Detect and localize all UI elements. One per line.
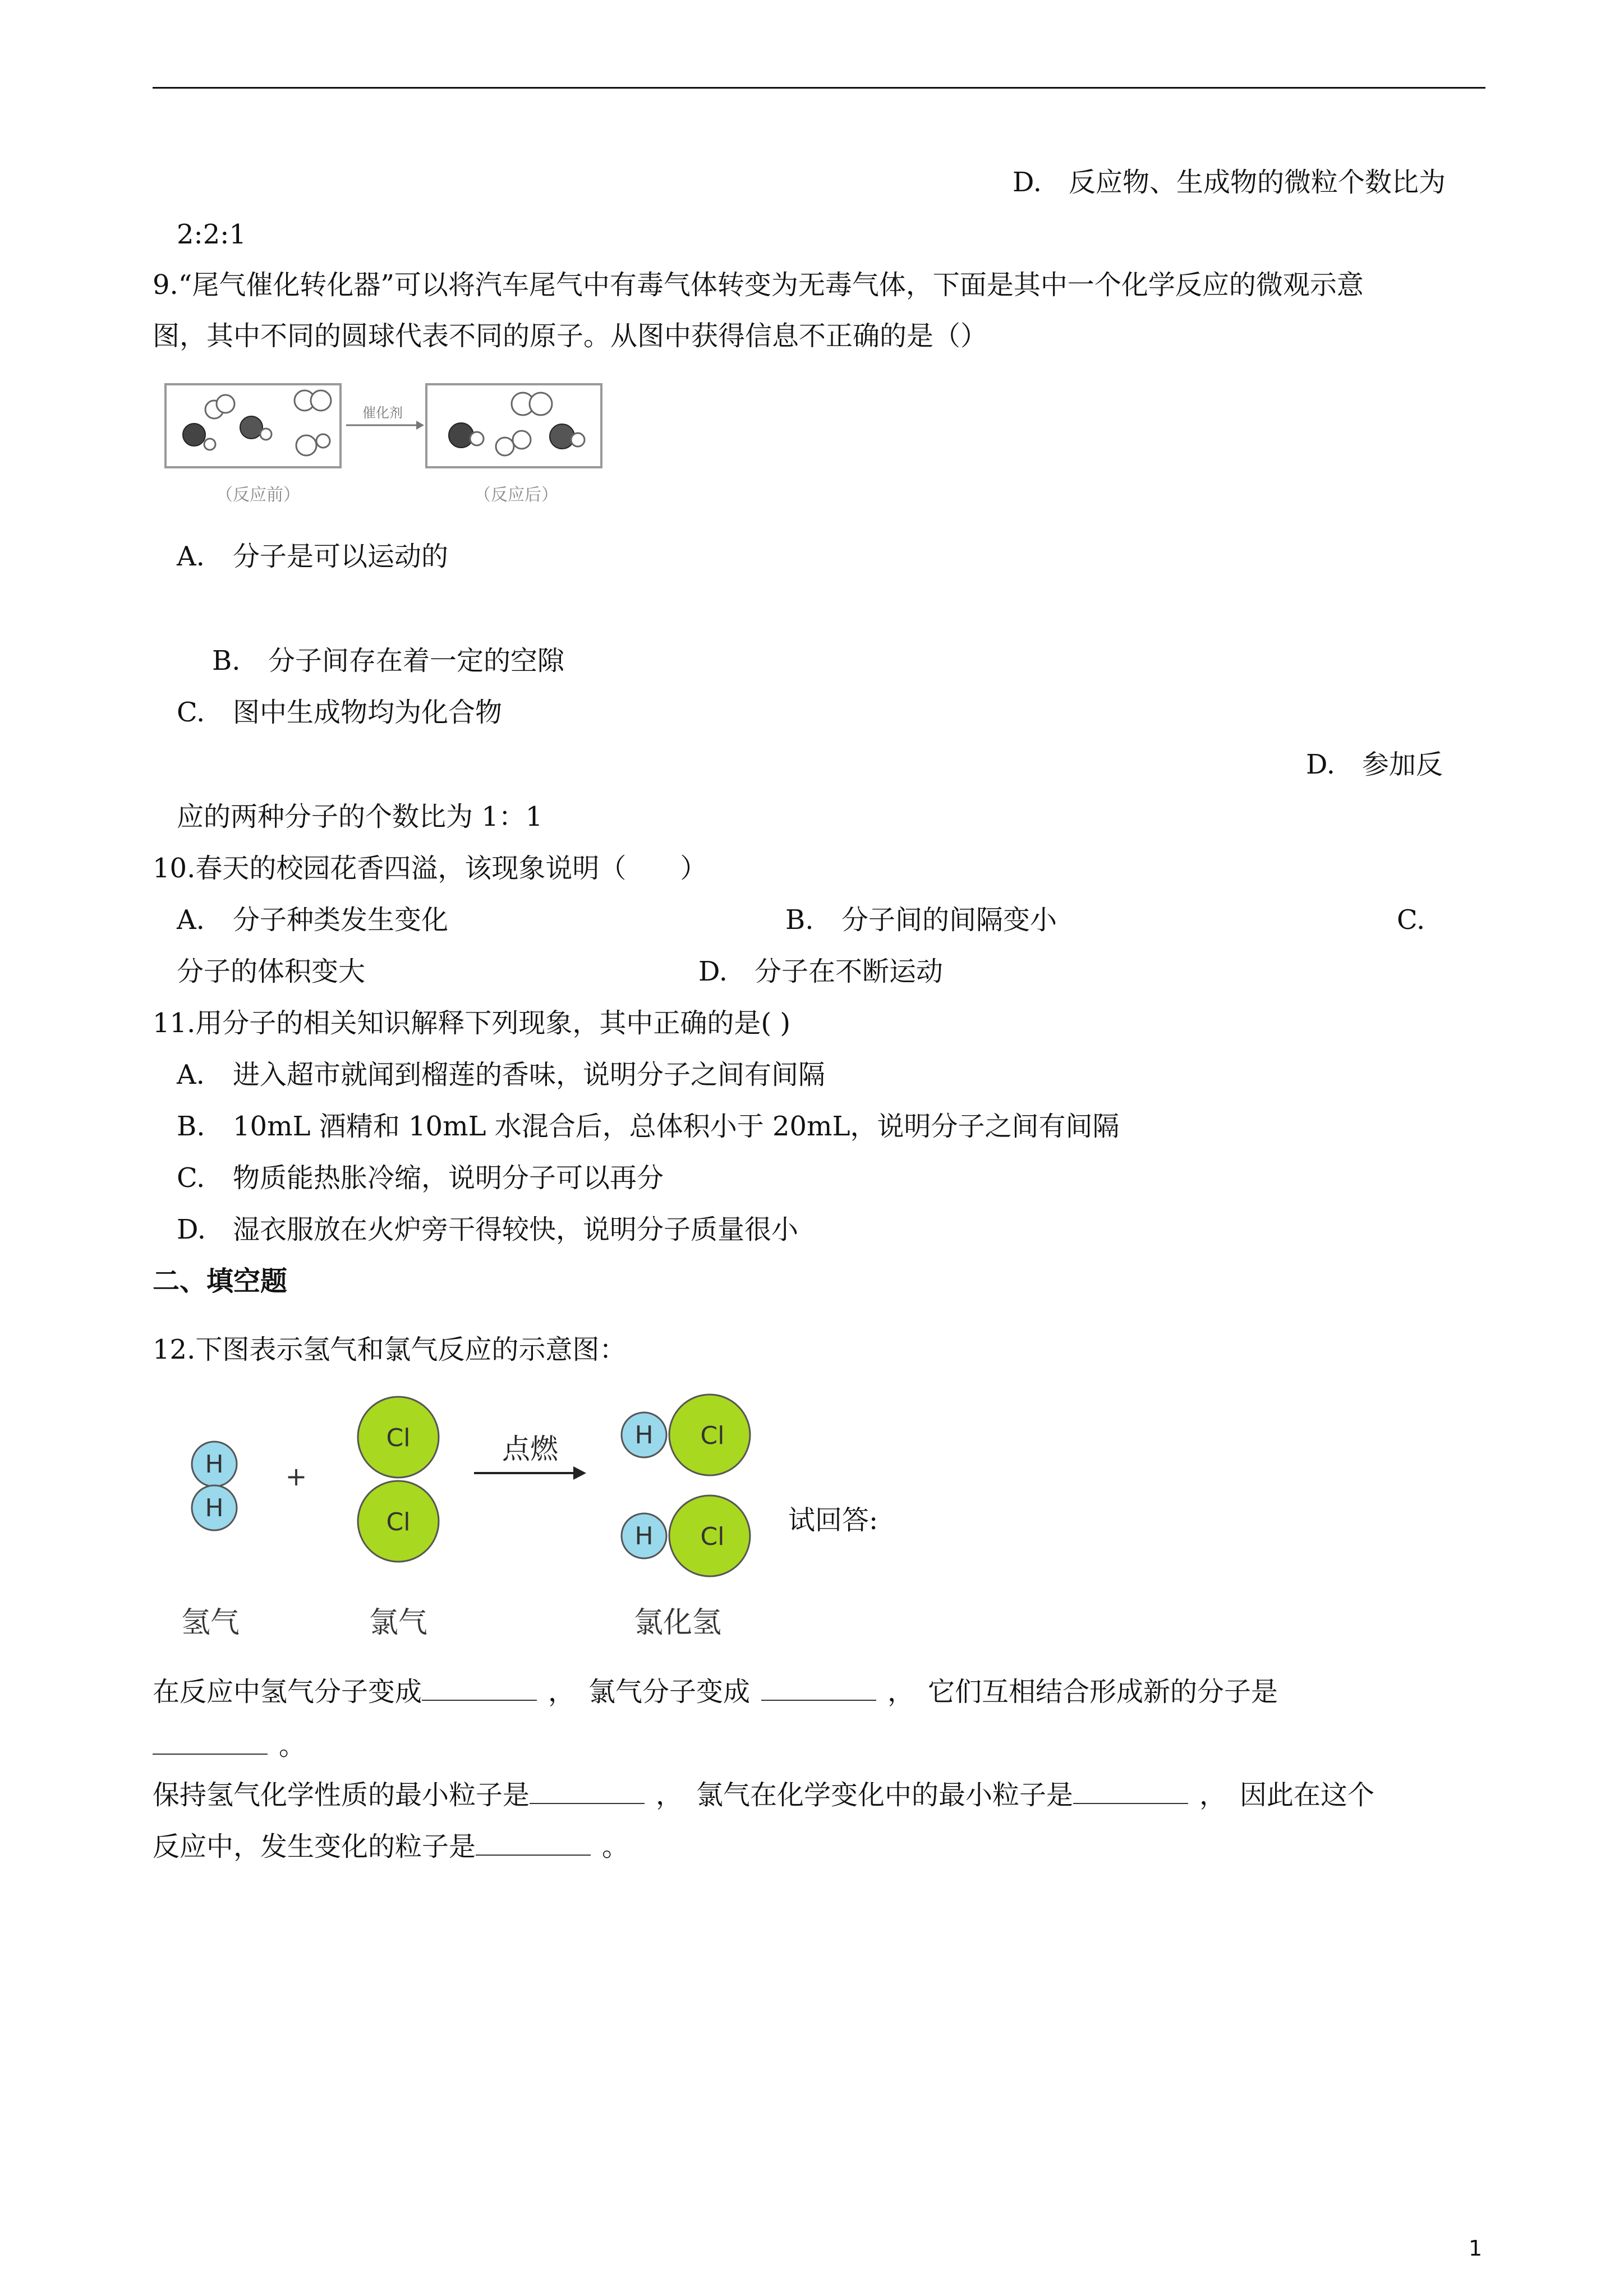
q12-line4-end: 。	[602, 1831, 629, 1862]
option-label: B.	[177, 1111, 205, 1142]
q10-option-c-text: 分子的体积变大	[177, 956, 366, 987]
option-text: 分子间存在着一定的空隙	[268, 645, 565, 677]
answer-blank[interactable]	[422, 1676, 537, 1701]
white-atom	[530, 393, 552, 415]
small-atom	[470, 432, 484, 445]
option-text: 分子是可以运动的	[233, 541, 449, 572]
h-symbol: H	[634, 1421, 654, 1450]
label-chlorine: 氯气	[369, 1606, 428, 1640]
cl-symbol: Cl	[700, 1522, 725, 1551]
q10-option-c-label: C.	[1397, 904, 1425, 936]
q11-option-b	[177, 1110, 1119, 1143]
q12-line1	[153, 1675, 1278, 1709]
q8-option-d	[1013, 165, 1446, 199]
q10-option-b	[785, 903, 1057, 937]
q9-option-d	[1306, 748, 1443, 781]
white-atom	[311, 390, 331, 411]
section-title: 二、填空题	[153, 1266, 288, 1297]
option-text: 分子在不断运动	[755, 956, 944, 987]
label-hydrogen-chloride: 氯化氢	[633, 1606, 722, 1640]
q9-option-b	[212, 644, 564, 678]
q11-option-d	[177, 1213, 798, 1246]
option-text: 反应物、生成物的微粒个数比为	[1069, 167, 1446, 198]
h-symbol: H	[205, 1494, 224, 1522]
option-text: 10mL 酒精和 10mL 水混合后，总体积小于 20mL，说明分子之间有间隔	[233, 1111, 1120, 1142]
cl-symbol: Cl	[386, 1508, 411, 1536]
q12-line3-a: 保持氢气化学性质的最小粒子是	[153, 1779, 530, 1811]
option-label: B.	[785, 904, 814, 936]
q12-line1-c: ， 它们互相结合形成新的分子是	[887, 1676, 1278, 1708]
after-label: （反应后）	[474, 485, 558, 505]
option-label: D.	[177, 1214, 206, 1245]
option-label: D.	[1306, 749, 1336, 780]
answer-blank[interactable]	[153, 1730, 268, 1755]
h-symbol: H	[634, 1522, 654, 1550]
q9-stem-line1: 9.“尾气催化转化器”可以将汽车尾气中有毒气体转变为无毒气体，下面是其中一个化学反应的微观示意	[153, 269, 1364, 301]
q12-reaction-figure	[168, 1391, 785, 1649]
q12-line2	[153, 1729, 306, 1763]
q9-option-c	[177, 696, 502, 729]
white-atom	[217, 395, 234, 413]
q10-stem: 10.春天的校园花香四溢，该现象说明（ ）	[153, 853, 707, 884]
plus-sign: +	[285, 1461, 307, 1492]
option-text: 物质能热胀冷缩，说明分子可以再分	[233, 1162, 664, 1194]
answer-blank[interactable]	[1073, 1779, 1188, 1804]
option-label: A.	[177, 1059, 205, 1091]
dark-atom	[240, 416, 263, 439]
q10-option-d	[698, 955, 943, 988]
q12-line3	[153, 1778, 1374, 1812]
q11-option-c	[177, 1161, 664, 1195]
option-label: C.	[177, 1162, 205, 1194]
option-text: 图中生成物均为化合物	[233, 697, 503, 728]
catalyst-label: 催化剂	[362, 405, 403, 421]
arrow-head	[573, 1466, 586, 1480]
option-text: 进入超市就闻到榴莲的香味，说明分子之间有间隔	[233, 1059, 826, 1091]
q9-option-a	[177, 540, 448, 573]
small-atom	[316, 434, 330, 448]
q12-line1-b: ， 氯气分子变成	[548, 1676, 751, 1708]
white-atom	[296, 435, 316, 455]
option-label: A.	[177, 904, 205, 936]
cl-symbol: Cl	[386, 1424, 411, 1452]
option-label: D.	[698, 956, 728, 987]
dark-atom	[550, 424, 574, 449]
white-atom	[496, 438, 514, 455]
label-hydrogen: 氢气	[181, 1606, 240, 1640]
option-text: 分子种类发生变化	[233, 904, 449, 936]
small-atom	[260, 429, 272, 440]
h-symbol: H	[205, 1450, 224, 1479]
q12-line1-a: 在反应中氢气分子变成	[153, 1676, 422, 1708]
header-rule	[153, 87, 1485, 89]
q12-try-answer: 试回答:	[788, 1504, 878, 1536]
q12-stem: 12.下图表示氢气和氯气反应的示意图：	[153, 1334, 627, 1365]
small-atom	[204, 439, 215, 450]
option-label: B.	[212, 645, 241, 677]
q8-option-d-cont: 2:2:1	[177, 219, 246, 250]
option-label: D.	[1013, 167, 1042, 198]
white-atom	[513, 431, 531, 449]
before-label: （反应前）	[216, 485, 300, 505]
answer-blank[interactable]	[476, 1831, 591, 1856]
option-text: 分子间的间隔变小	[841, 904, 1057, 936]
q12-line4	[153, 1830, 629, 1864]
dark-atom	[183, 424, 205, 446]
q12-line2-end: 。	[279, 1730, 306, 1761]
page-number: 1	[1469, 2236, 1483, 2261]
q12-line3-c: ， 因此在这个	[1199, 1779, 1375, 1811]
option-text: 湿衣服放在火炉旁干得较快，说明分子质量很小	[233, 1214, 799, 1245]
ignite-label: 点燃	[502, 1433, 558, 1465]
q10-option-a	[177, 903, 448, 937]
answer-blank[interactable]	[761, 1676, 876, 1701]
cl-symbol: Cl	[700, 1421, 725, 1450]
arrow-head	[416, 421, 424, 430]
dark-atom	[449, 423, 473, 448]
q11-option-a	[177, 1058, 825, 1092]
q11-stem: 11.用分子的相关知识解释下列现象，其中正确的是( )	[153, 1007, 791, 1039]
q9-reaction-figure	[163, 376, 611, 516]
q12-line3-b: ， 氯气在化学变化中的最小粒子是	[656, 1779, 1074, 1811]
answer-blank[interactable]	[530, 1779, 645, 1804]
option-label: A.	[177, 541, 205, 572]
option-text: 参加反	[1362, 749, 1443, 780]
small-atom	[571, 433, 585, 447]
q12-line4-a: 反应中，发生变化的粒子是	[153, 1831, 476, 1862]
option-label: C.	[177, 697, 205, 728]
q9-option-d-cont: 应的两种分子的个数比为 1：1	[177, 801, 543, 832]
q9-stem-line2: 图，其中不同的圆球代表不同的原子。从图中获得信息不正确的是（）	[153, 320, 988, 352]
